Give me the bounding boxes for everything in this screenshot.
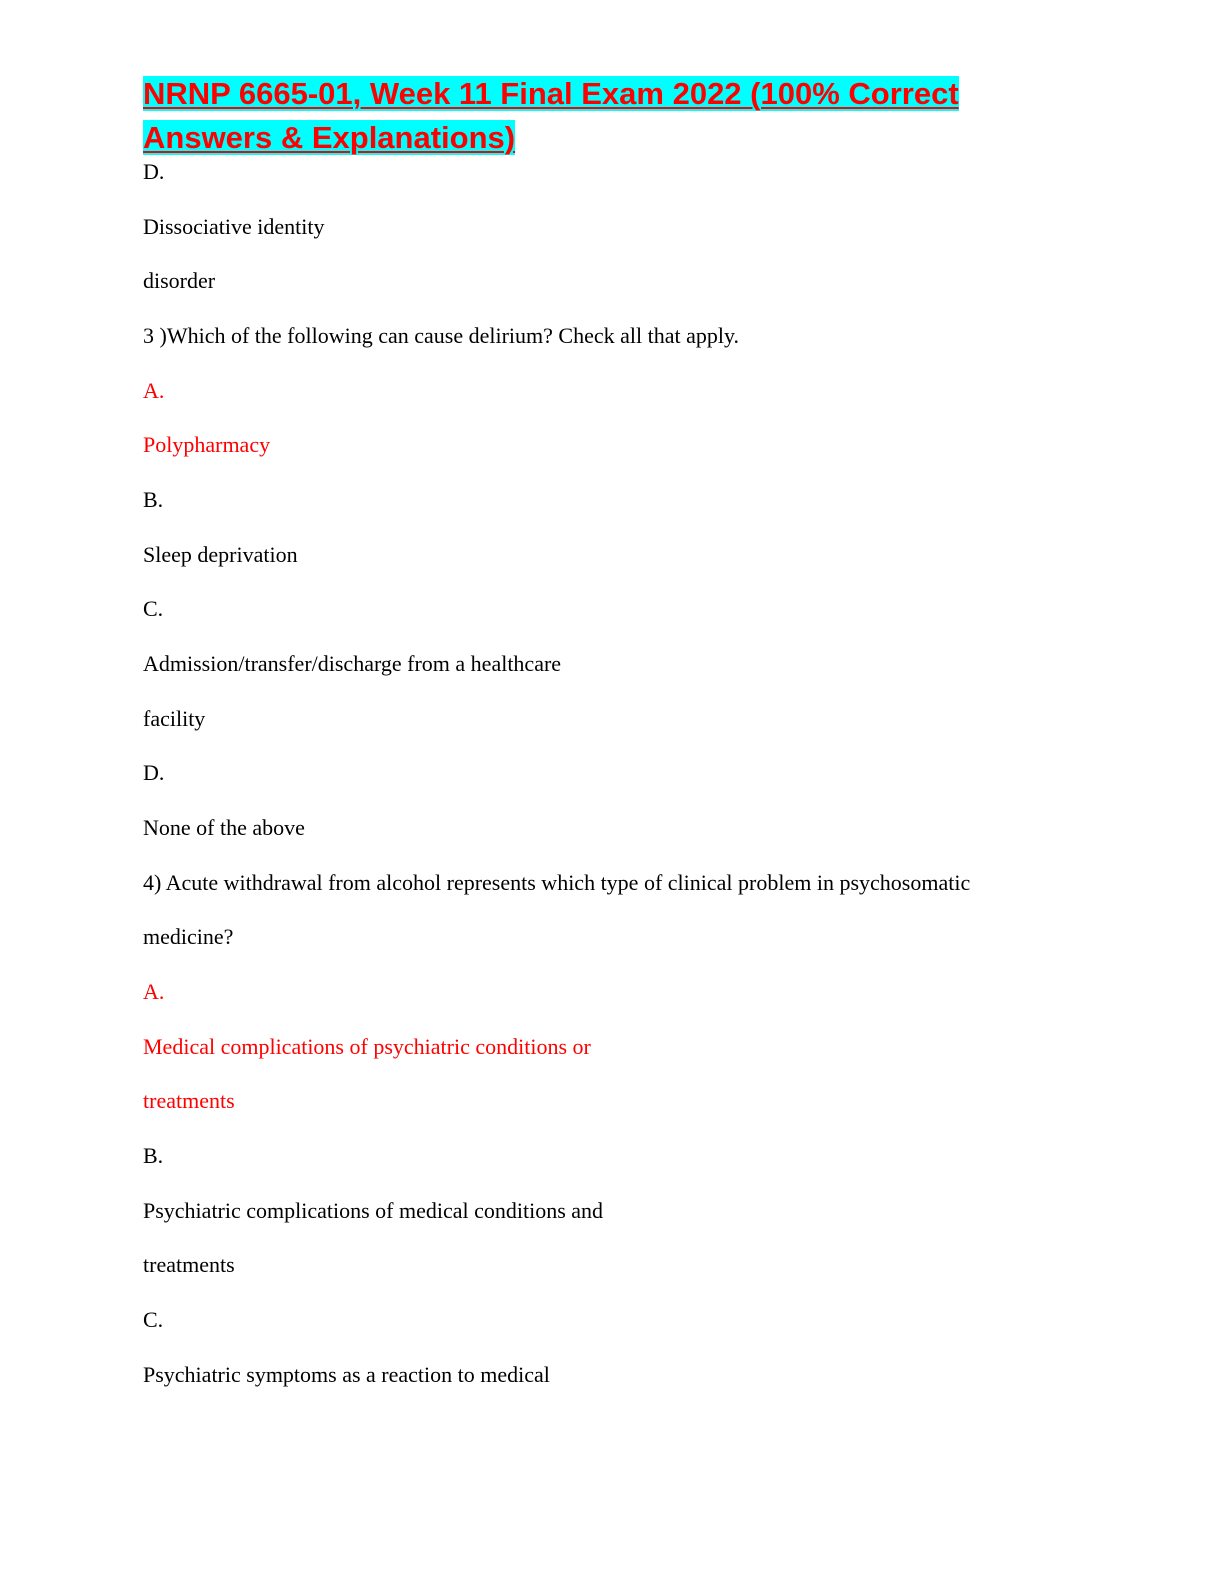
option-label: C.	[143, 596, 164, 621]
question-4: 4) Acute withdrawal from alcohol represents which type of clinical problem in psychosomatic	[143, 870, 971, 895]
question-4-continued: medicine?	[143, 924, 234, 949]
correct-option-label: A.	[143, 979, 165, 1004]
correct-option-text: treatments	[143, 1088, 235, 1113]
option-text: Dissociative identity	[143, 214, 325, 239]
title-line-1: NRNP 6665-01, Week 11 Final Exam 2022 (100% Correct	[143, 76, 959, 111]
title-line-2: Answers & Explanations)	[143, 120, 516, 155]
question-3: 3 )Which of the following can cause delirium? Check all that apply.	[143, 323, 740, 348]
option-text: Psychiatric symptoms as a reaction to medical	[143, 1362, 550, 1387]
document-title	[143, 72, 1043, 160]
correct-option-text: Medical complications of psychiatric conditions or	[143, 1034, 591, 1059]
option-text: disorder	[143, 268, 216, 293]
option-text: None of the above	[143, 815, 305, 840]
option-label: B.	[143, 1143, 164, 1168]
option-label: B.	[143, 487, 164, 512]
option-label: D.	[143, 159, 165, 184]
option-text: Psychiatric complications of medical conditions and	[143, 1198, 604, 1223]
correct-option-label: A.	[143, 378, 165, 403]
option-text: Admission/transfer/discharge from a healthcare	[143, 651, 562, 676]
option-label: D.	[143, 760, 165, 785]
option-text: facility	[143, 706, 206, 731]
correct-option-text: Polypharmacy	[143, 432, 271, 457]
option-text: treatments	[143, 1252, 235, 1277]
option-text: Sleep deprivation	[143, 542, 298, 567]
option-label: C.	[143, 1307, 164, 1332]
